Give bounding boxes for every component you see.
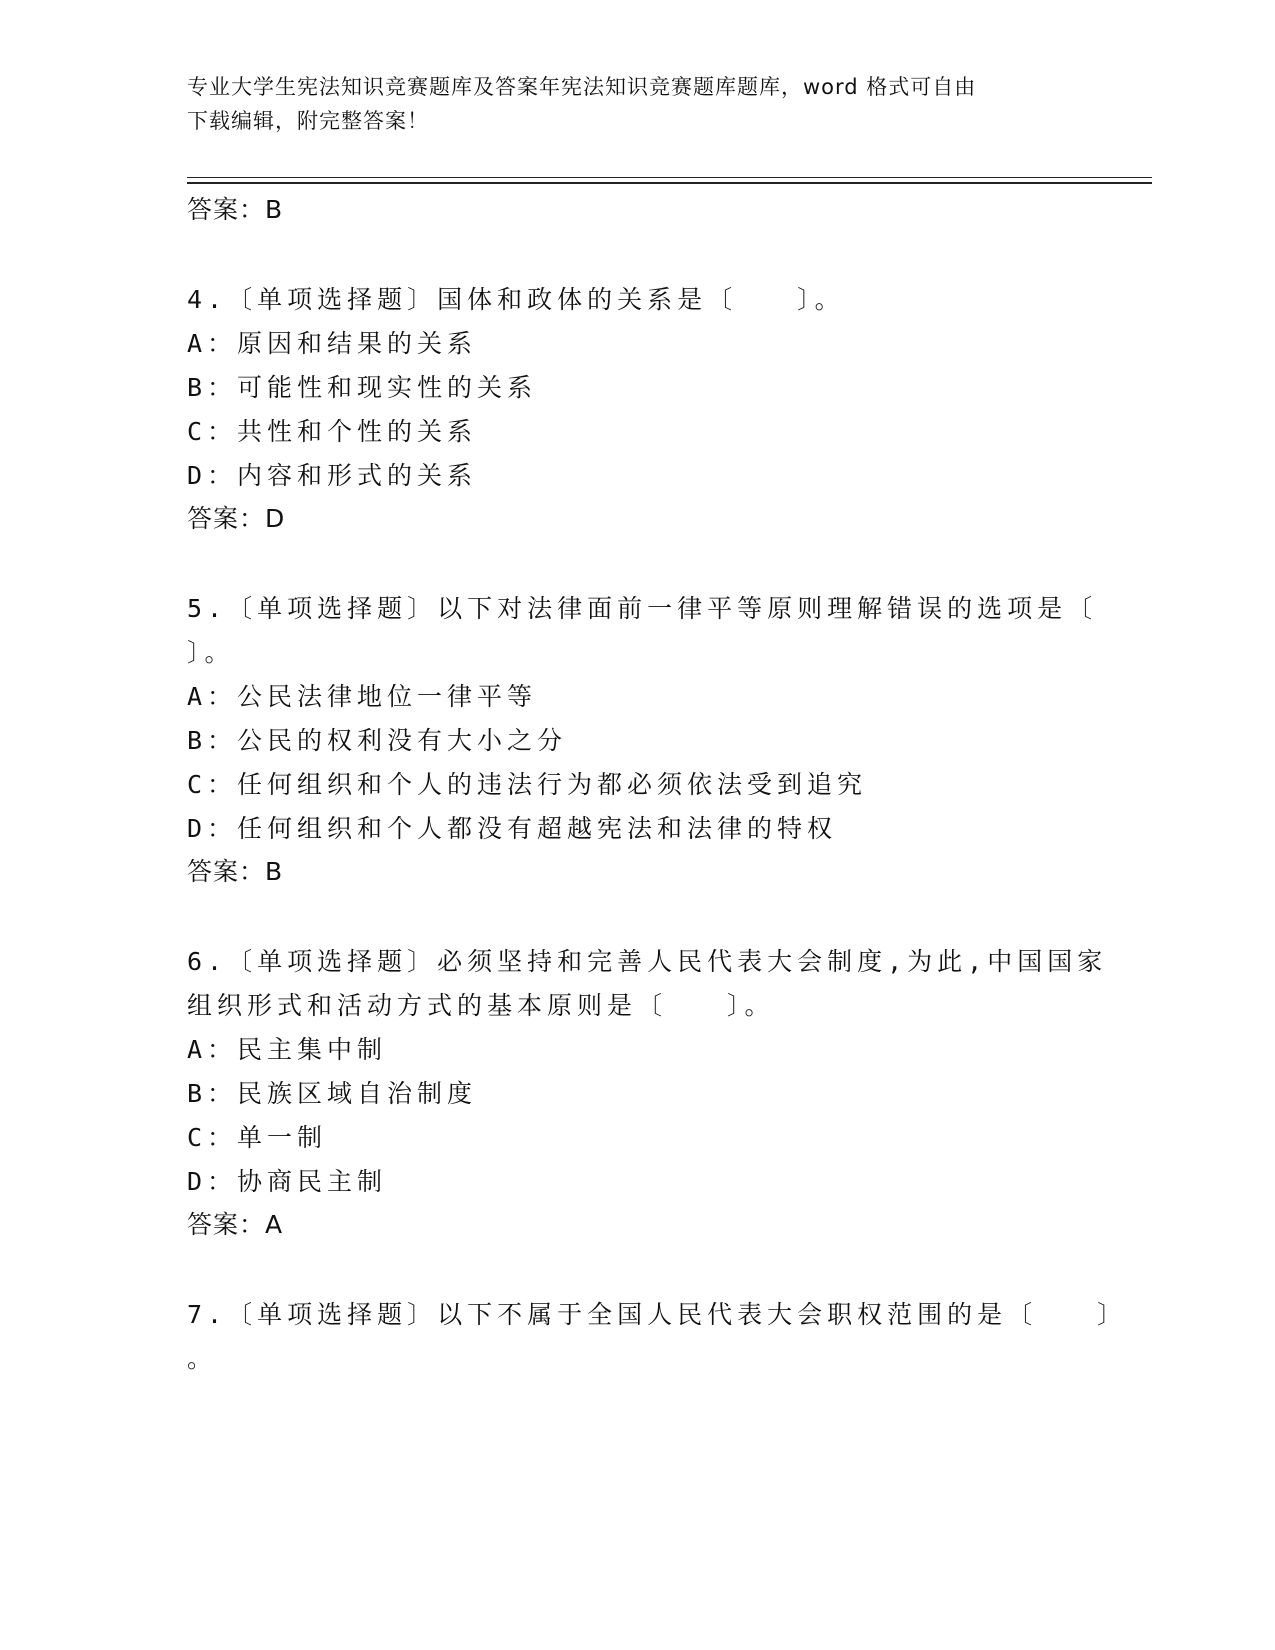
question-4-stem: 4.〔单项选择题〕国体和政体的关系是〔 〕。 — [187, 285, 845, 314]
question-7-stem-line-2: 。 — [187, 1344, 218, 1373]
question-5-stem-line-2: 〕。 — [187, 638, 235, 667]
question-6-stem-line-2: 组织形式和活动方式的基本原则是〔 〕。 — [187, 991, 775, 1020]
answer-q4: 答案：D — [187, 504, 286, 533]
answer-q3: 答案：B — [187, 195, 284, 224]
header-divider-thick — [187, 182, 1152, 184]
question-4-option-c: C：共性和个性的关系 — [187, 417, 478, 446]
question-6-option-d: D：协商民主制 — [187, 1167, 388, 1196]
question-5-option-c: C：任何组织和个人的违法行为都必须依法受到追究 — [187, 770, 868, 799]
question-5-option-d: D：任何组织和个人都没有超越宪法和法律的特权 — [187, 814, 838, 843]
question-4-option-b: B：可能性和现实性的关系 — [187, 373, 538, 402]
question-4-option-d: D：内容和形式的关系 — [187, 461, 478, 490]
question-4-option-a: A：原因和结果的关系 — [187, 329, 478, 358]
question-5-option-b: B：公民的权利没有大小之分 — [187, 726, 568, 755]
question-6-option-a: A：民主集中制 — [187, 1035, 388, 1064]
header-line-2: 下载编辑，附完整答案！ — [187, 109, 429, 133]
document-header — [187, 70, 1067, 138]
question-6-option-c: C：单一制 — [187, 1123, 328, 1152]
question-5-option-a: A：公民法律地位一律平等 — [187, 682, 538, 711]
question-5-stem-line-1: 5.〔单项选择题〕以下对法律面前一律平等原则理解错误的选项是〔 — [187, 594, 1098, 623]
question-6-option-b: B：民族区域自治制度 — [187, 1079, 478, 1108]
answer-q6: 答案：A — [187, 1210, 284, 1239]
question-6-stem-line-1: 6.〔单项选择题〕必须坚持和完善人民代表大会制度,为此,中国国家 — [187, 947, 1108, 976]
question-7-stem-line-1: 7.〔单项选择题〕以下不属于全国人民代表大会职权范围的是〔 〕 — [187, 1300, 1128, 1329]
answer-q5: 答案：B — [187, 857, 284, 886]
header-divider-thin — [187, 177, 1152, 178]
header-line-1: 专业大学生宪法知识竞赛题库及答案年宪法知识竞赛题库题库，word 格式可自由 — [187, 75, 977, 99]
